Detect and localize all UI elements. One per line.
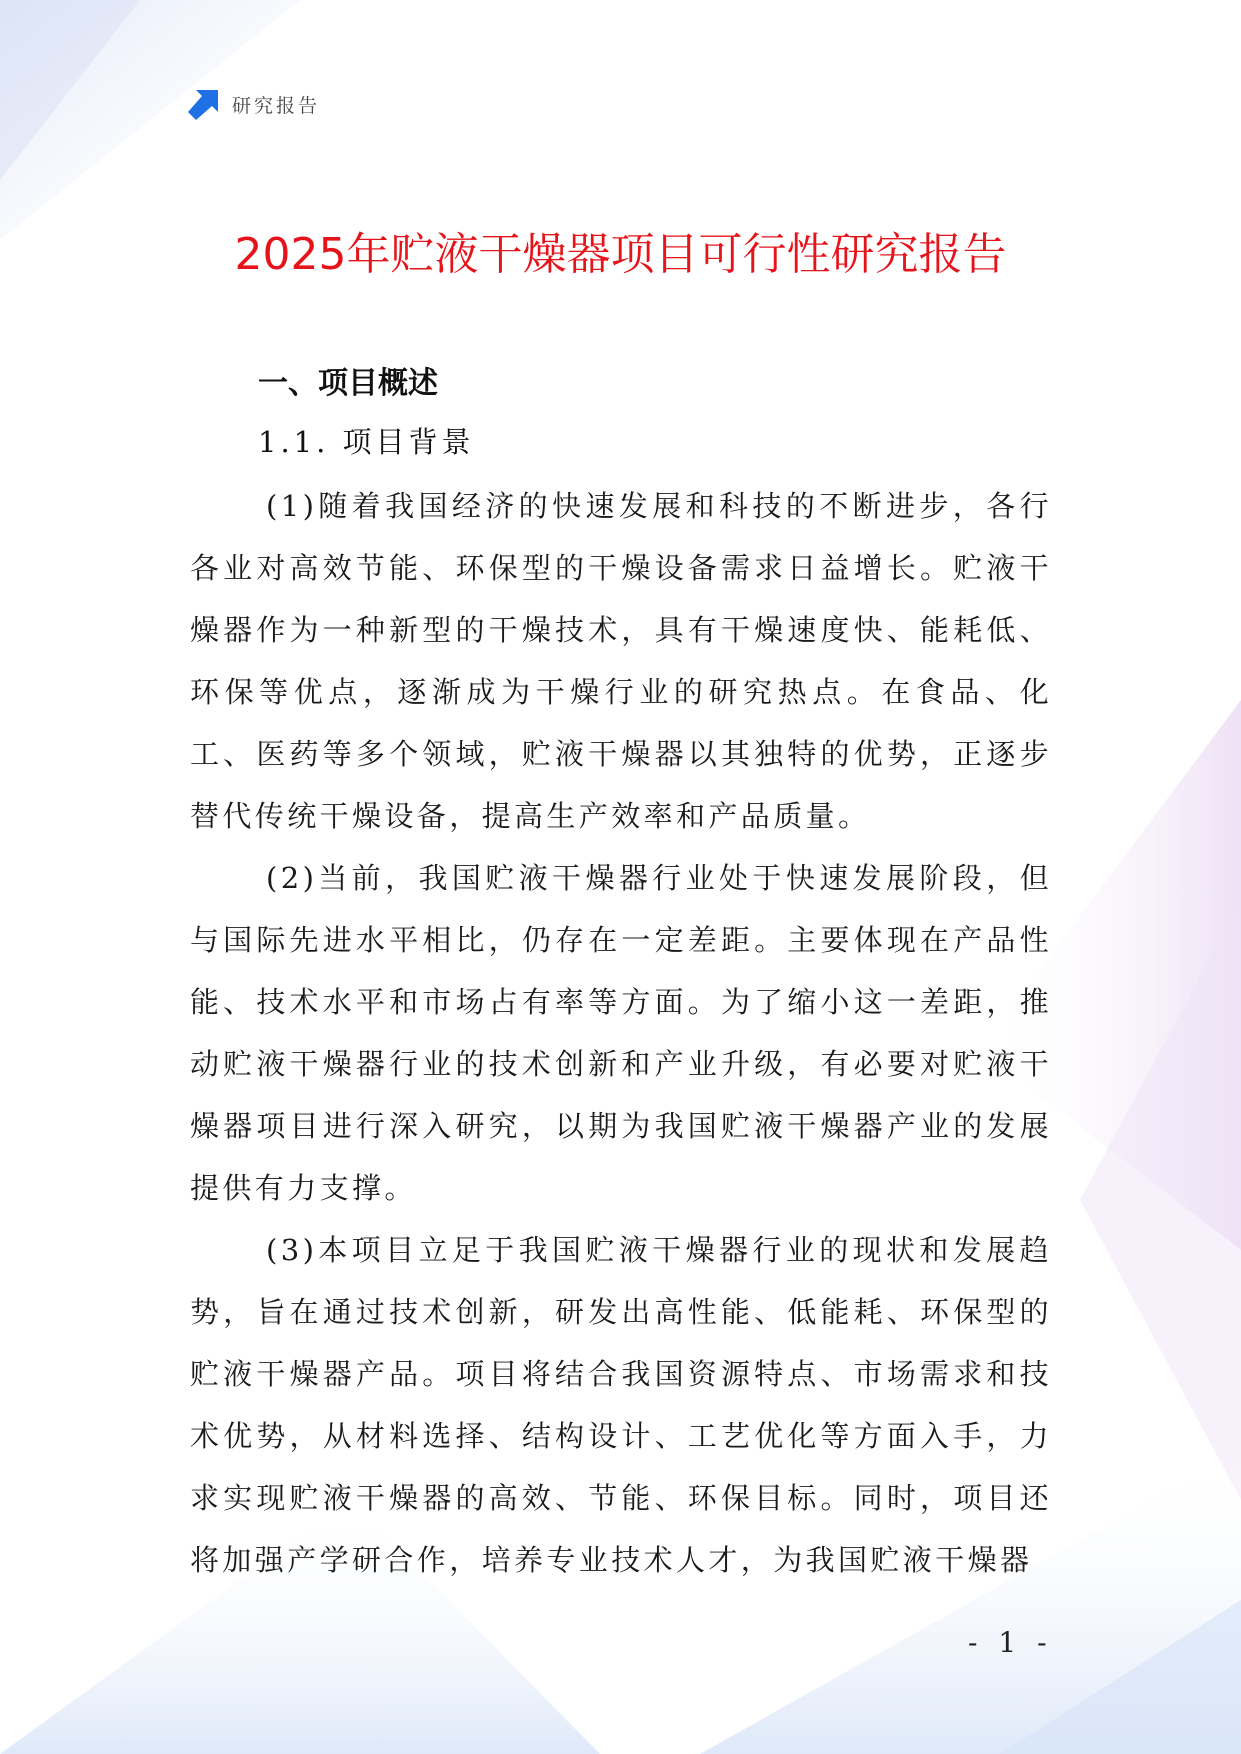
page-number: - 1 - — [968, 1626, 1053, 1659]
subsection-heading: 1.1. 项目背景 — [258, 425, 475, 459]
header-label: 研究报告 — [232, 94, 321, 117]
arrow-up-right-icon — [188, 88, 220, 120]
paragraph-2: (2)当前，我国贮液干燥器行业处于快速发展阶段，但与国际先进水平相比，仍存在一定差距。主要体现在产品性能、技术水平和市场占有率等方面。为了缩小这一差距，推动贮液干燥器行业的技术创新和产业升级，有必要对贮液干燥器项目进行深入研究，以期为我国贮液干燥器产业的发展提供有力支撑。 — [190, 861, 1052, 1205]
section-heading: 一、项目概述 — [258, 366, 438, 401]
body-text — [190, 475, 1052, 1591]
paragraph-1: (1)随着我国经济的快速发展和科技的不断进步，各行各业对高效节能、环保型的干燥设备需求日益增长。贮液干燥器作为一种新型的干燥技术，具有干燥速度快、能耗低、环保等优点，逐渐成为干燥行业的研究热点。在食品、化工、医药等多个领域，贮液干燥器以其独特的优势，正逐步替代传统干燥设备，提高生产效率和产品质量。 — [190, 489, 1052, 833]
paragraph-3: (3)本项目立足于我国贮液干燥器行业的现状和发展趋势，旨在通过技术创新，研发出高性能、低能耗、环保型的贮液干燥器产品。项目将结合我国资源特点、市场需求和技术优势，从材料选择、结构设计、工艺优化等方面入手，力求实现贮液干燥器的高效、节能、环保目标。同时，项目还将加强产学研合作，培养专业技术人才，为我国贮液干燥器 — [190, 1233, 1052, 1577]
page-header — [188, 88, 320, 120]
report-title: 2025年贮液干燥器项目可行性研究报告 — [234, 229, 1007, 280]
